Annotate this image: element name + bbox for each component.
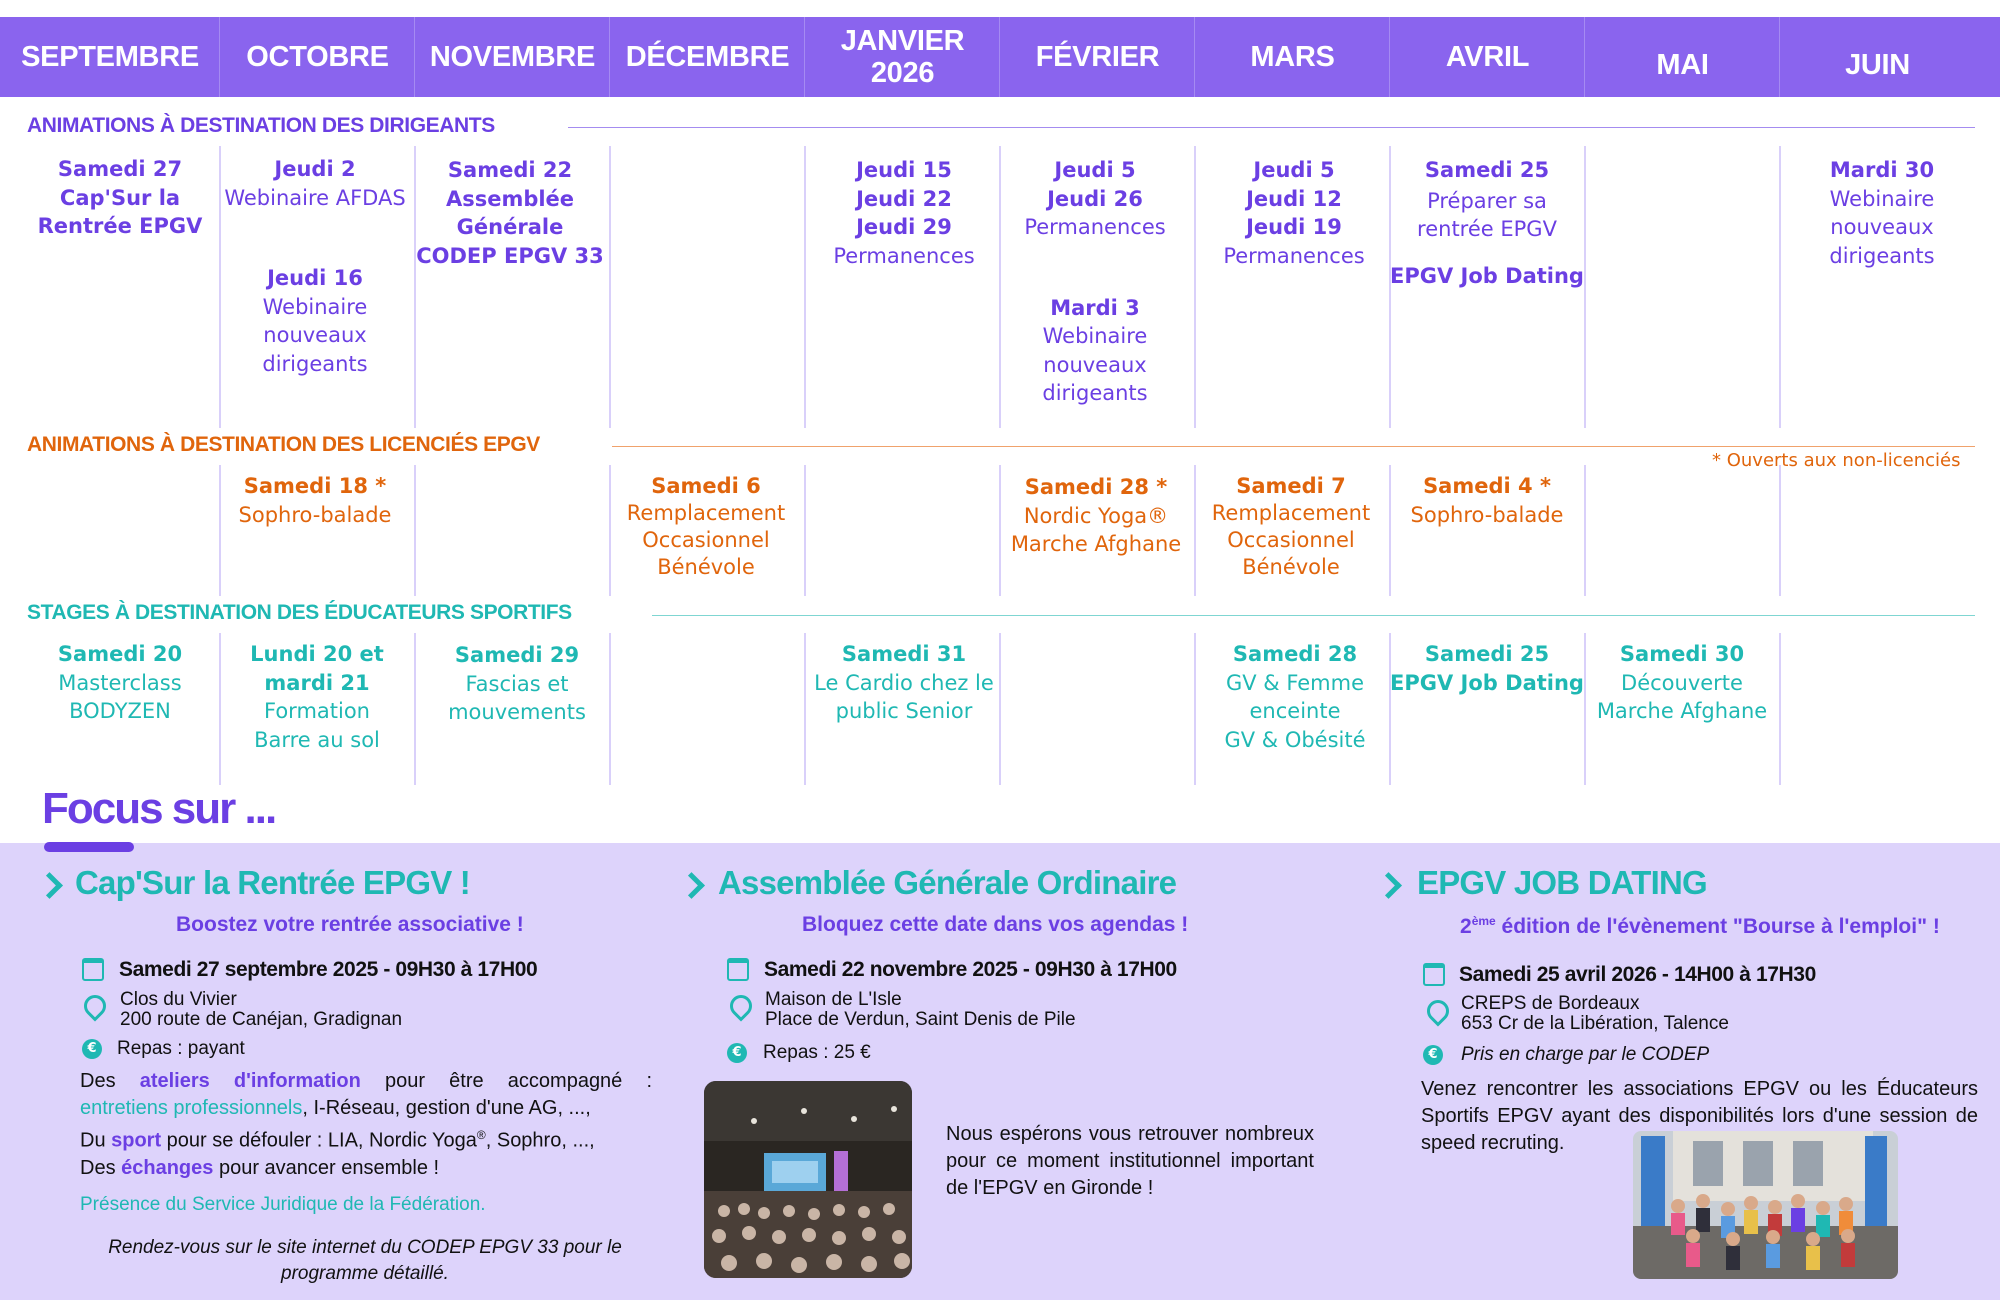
event-licencies-mar: [1193, 473, 1389, 581]
event-date: Samedi 25: [1424, 642, 1550, 666]
event-title: dirigeants: [1829, 243, 1935, 268]
month-june: JUIN: [1845, 49, 1910, 81]
place-address: 200 route de Canéjan, Gradignan: [120, 1009, 403, 1030]
job-dating-photo: [1633, 1131, 1898, 1279]
month-february: FÉVRIER: [1035, 41, 1160, 73]
event-date: Jeudi 15: [856, 158, 952, 182]
event-date: Jeudi 16: [267, 266, 363, 290]
event-title: mouvements: [448, 700, 586, 724]
focus-ag-repas: Repas : 25 €: [763, 1042, 871, 1063]
event-educateurs-sep: [22, 640, 218, 726]
focus-ag-subtitle: Bloquez cette date dans vos agendas !: [802, 913, 1189, 936]
event-date: Samedi 28 *: [1024, 475, 1168, 499]
event-title: enceinte: [1249, 699, 1341, 723]
place-name: CREPS de Bordeaux: [1461, 993, 1640, 1014]
month-december: DÉCEMBRE: [625, 41, 790, 73]
event-title: Bénévole: [657, 555, 755, 579]
event-dirigeants-oct: [217, 155, 413, 378]
event-date: Samedi 31: [841, 642, 967, 666]
euro-icon: €: [82, 1039, 102, 1059]
event-title: Marche Afghane: [1010, 532, 1182, 556]
event-title: Marche Afghane: [1596, 699, 1768, 723]
focus-ag-title: Assemblée Générale Ordinaire: [718, 864, 1177, 901]
event-educateurs-mar: [1197, 640, 1393, 754]
focus-title: Focus sur ...: [42, 784, 276, 833]
event-date: Jeudi 2: [274, 157, 356, 181]
focus-ag-text: Nous espérons vous retrouver nombreux pour ce moment institutionnel important de l'EPGV en Gironde !: [946, 1123, 1314, 1199]
column-divider: [1779, 465, 1781, 596]
event-title: Permanences: [833, 243, 975, 268]
event-educateurs-oct: [219, 640, 415, 754]
event-date: Samedi 18 *: [243, 474, 387, 498]
event-title: Permanences: [1024, 215, 1166, 239]
event-dirigeants-mar: [1196, 156, 1392, 270]
month-march: MARS: [1250, 41, 1335, 73]
event-date: Mardi 30: [1829, 158, 1935, 182]
event-date: Jeudi 26: [1047, 186, 1143, 211]
event-date: mardi 21: [264, 670, 370, 695]
event-dirigeants-feb: [997, 156, 1193, 408]
focus-job-place: [1461, 994, 1729, 1034]
place-address: 653 Cr de la Libération, Talence: [1461, 1013, 1729, 1034]
event-title: dirigeants: [262, 351, 368, 376]
event-date: Samedi 25: [1424, 158, 1550, 182]
event-title: Sophro-balade: [1410, 502, 1564, 527]
month-january: JANVIER 2026: [840, 25, 965, 89]
event-date: Samedi 20: [57, 642, 183, 666]
calendar-icon: [727, 958, 749, 981]
month-may: MAI: [1656, 49, 1709, 81]
section-divider: [652, 615, 1975, 616]
event-title: Occasionnel: [1227, 528, 1355, 552]
event-date: Jeudi 19: [1246, 215, 1342, 239]
event-educateurs-jan: [806, 640, 1002, 726]
event-title: nouveaux: [1043, 352, 1147, 377]
event-title: GV & Femme: [1225, 670, 1365, 695]
calendar-icon: [82, 958, 104, 981]
months-header: [0, 17, 2000, 97]
month-november: NOVEMBRE: [429, 41, 596, 73]
non-licencies-note: * Ouverts aux non-licenciés: [1712, 450, 1961, 471]
column-divider: [609, 146, 611, 428]
column-divider: [1194, 633, 1196, 785]
euro-icon: €: [727, 1043, 747, 1063]
event-date: Samedi 29: [454, 643, 580, 667]
event-date: Jeudi 29: [856, 215, 952, 239]
event-title: Assemblée: [445, 186, 575, 211]
section-dirigeants-title: ANIMATIONS À DESTINATION DES DIRIGEANTS: [27, 114, 495, 137]
month-april: AVRIL: [1445, 41, 1530, 73]
event-date: Samedi 22: [447, 158, 573, 182]
event-dirigeants-jan: [806, 156, 1002, 270]
event-title: Découverte: [1621, 670, 1743, 695]
event-date: Samedi 30: [1619, 642, 1745, 666]
focus-cap-description: Des ateliers d'information pour être accompagné : entretiens professionnels, I-Réseau, gestion d'une AG, ..., Du sport pour se défouler : LIA, Nordic Yoga®, Sophro, ..., Des échanges pour avancer ensemble !: [80, 1070, 653, 1179]
event-date: Mardi 3: [1050, 295, 1140, 320]
event-licencies-feb: [998, 473, 1194, 559]
focus-ag-place: [765, 990, 1076, 1030]
event-title: Permanences: [1223, 243, 1365, 268]
event-title: nouveaux: [1830, 215, 1934, 239]
focus-job-repas: Pris en charge par le CODEP: [1461, 1044, 1710, 1065]
event-title: Webinaire AFDAS: [224, 185, 406, 210]
column-divider: [414, 465, 416, 596]
event-title: Masterclass: [58, 670, 182, 695]
event-title: Cap'Sur la: [59, 185, 181, 210]
event-title: Nordic Yoga®: [1023, 503, 1169, 528]
event-date: Lundi 20 et: [250, 642, 384, 666]
event-title: Sophro-balade: [238, 502, 392, 527]
event-date: Samedi 28: [1232, 642, 1358, 666]
event-date: Jeudi 22: [856, 186, 952, 211]
month-october: OCTOBRE: [246, 41, 389, 73]
calendar-icon: [1423, 963, 1445, 986]
event-licencies-oct: [217, 472, 413, 529]
event-title: public Senior: [835, 699, 973, 723]
event-title: rentrée EPGV: [1417, 217, 1557, 241]
event-title: Bénévole: [1242, 555, 1340, 579]
focus-cap-place: [120, 990, 402, 1030]
focus-job-text: Venez rencontrer les associations EPGV ou les Éducateurs Sportifs EPGV ayant des disponibilités lors d'une session de speed recruting.: [1421, 1078, 1978, 1154]
focus-cap-subtitle: Boostez votre rentrée associative !: [176, 913, 524, 936]
event-educateurs-may: [1584, 640, 1780, 726]
place-name: Maison de L'Isle: [765, 989, 902, 1010]
assembly-photo-image: [704, 1081, 912, 1278]
focus-underline: [44, 842, 134, 852]
euro-icon: €: [1423, 1045, 1443, 1065]
event-title: CODEP EPGV 33: [416, 243, 604, 268]
event-title: nouveaux: [263, 323, 367, 347]
event-title: BODYZEN: [69, 699, 171, 723]
event-dirigeants-jun: [1784, 156, 1980, 270]
event-date: Samedi 27: [57, 157, 183, 181]
event-title: Webinaire: [1042, 324, 1148, 348]
assembly-photo: [704, 1081, 912, 1278]
section-licencies-title: ANIMATIONS À DESTINATION DES LICENCIÉS EPGV: [27, 433, 540, 456]
column-divider: [1779, 146, 1781, 428]
event-date: Jeudi 5: [1054, 158, 1136, 182]
event-licencies-dec: [608, 473, 804, 581]
event-dirigeants-sep: [22, 155, 218, 241]
event-title: Générale: [456, 215, 564, 239]
focus-job-subtitle: 2ème édition de l'évènement "Bourse à l'emploi" !: [1460, 914, 1940, 938]
event-title: Préparer sa: [1427, 188, 1547, 213]
event-educateurs-nov: [419, 641, 615, 727]
event-title: Barre au sol: [254, 727, 380, 752]
section-educateurs-title: STAGES À DESTINATION DES ÉDUCATEURS SPORTIFS: [27, 601, 572, 624]
event-title: Rentrée EPGV: [37, 214, 203, 238]
job-dating-photo-image: [1633, 1131, 1898, 1279]
event-educateurs-apr: [1389, 640, 1585, 697]
focus-ag-date: Samedi 22 novembre 2025 - 09H30 à 17H00: [764, 958, 1177, 981]
focus-cap-title: Cap'Sur la Rentrée EPGV !: [75, 864, 470, 901]
event-title: Fascias et: [465, 671, 569, 696]
event-title: Occasionnel: [642, 528, 770, 552]
place-address: Place de Verdun, Saint Denis de Pile: [765, 1009, 1076, 1030]
focus-job-date: Samedi 25 avril 2026 - 14H00 à 17H30: [1459, 963, 1816, 986]
event-date: Jeudi 12: [1246, 186, 1342, 211]
column-divider: [804, 465, 806, 596]
event-title: Webinaire: [1829, 186, 1935, 211]
event-title: Remplacement: [626, 501, 786, 525]
section-divider: [568, 127, 1975, 128]
focus-cap-rdv: Rendez-vous sur le site internet du CODEP EPGV 33 pour le programme détaillé.: [108, 1237, 622, 1284]
focus-cap-juridique: Présence du Service Juridique de la Fédération.: [80, 1194, 486, 1215]
focus-cap-date: Samedi 27 septembre 2025 - 09H30 à 17H00: [119, 958, 538, 981]
focus-cap-repas: Repas : payant: [117, 1038, 245, 1059]
event-title: GV & Obésité: [1224, 727, 1366, 752]
event-title: Webinaire: [262, 294, 368, 319]
event-dirigeants-apr: [1389, 156, 1585, 290]
focus-job-title: EPGV JOB DATING: [1417, 864, 1707, 901]
event-title: dirigeants: [1042, 381, 1148, 405]
event-date: Samedi 4 *: [1423, 474, 1551, 498]
event-title: Formation: [264, 699, 370, 723]
event-licencies-apr: [1389, 472, 1585, 529]
event-date: Samedi 6: [651, 474, 761, 498]
event-title: EPGV Job Dating: [1390, 670, 1584, 695]
event-title: Remplacement: [1211, 501, 1371, 525]
place-name: Clos du Vivier: [120, 989, 237, 1010]
event-date: Samedi 7: [1236, 474, 1346, 498]
event-date: Jeudi 5: [1253, 158, 1335, 182]
section-divider: [612, 446, 1975, 447]
event-dirigeants-nov: [412, 156, 608, 270]
event-title: Le Cardio chez le: [814, 670, 994, 695]
event-title: EPGV Job Dating: [1390, 263, 1584, 288]
month-september: SEPTEMBRE: [21, 41, 199, 73]
